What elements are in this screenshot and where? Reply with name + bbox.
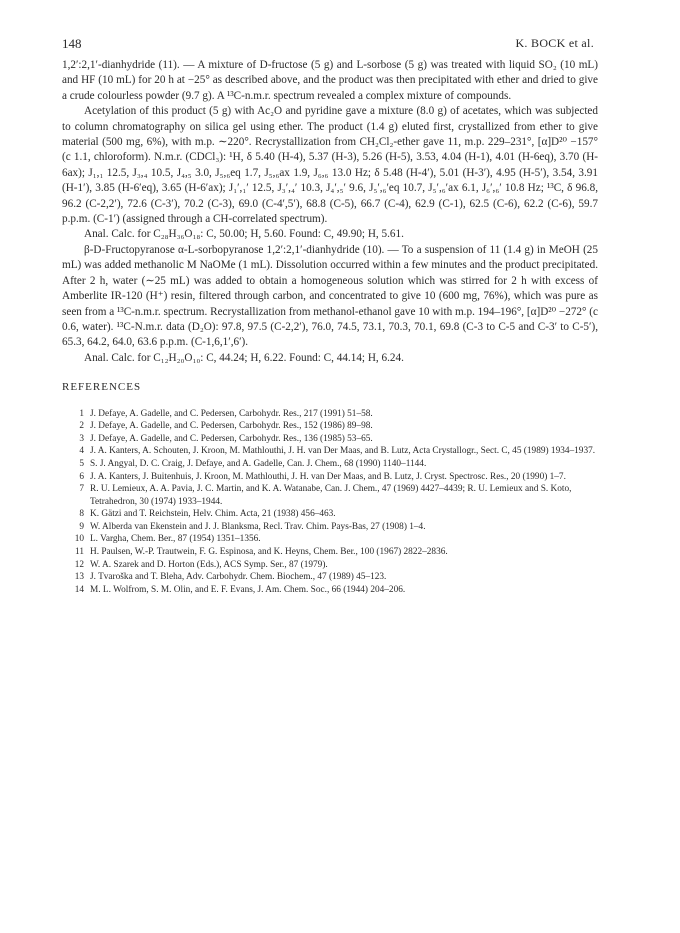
reference-text: J. Defaye, A. Gadelle, and C. Pedersen, Carbohydr. Res., 217 (1991) 51–58. bbox=[90, 408, 373, 419]
reference-item bbox=[62, 546, 598, 559]
reference-item bbox=[62, 483, 598, 508]
article-body bbox=[62, 58, 598, 596]
reference-number: 7 bbox=[79, 484, 84, 495]
reference-number: 5 bbox=[79, 458, 84, 469]
reference-text: J. A. Kanters, A. Schouten, J. Kroon, M. Mathlouthi, J. H. van Der Maas, and B. Lutz, Acta Crystallogr., Sect. C, 45 (1989) 1934–1937. bbox=[90, 446, 596, 457]
paragraph-compound-10-prep: β-D-Fructopyranose α-L-sorbopyranose 1,2′:2,1′-dianhydride (10). — To a suspension of 11 (1.4 g) in MeOH (25 mL) was added methanolic M NaOMe (1 mL). Dissolution occurred within a few minutes and the product precipitated. After 2 h, water (∼25 mL) was added to obtain a homogeneous solution which was stirred for 2 h with excess of Amberlite IR-120 (H⁺) resin, filtered through carbon, and concentrated to give 10 (600 mg, 76%), which was pure as seen from a ¹³C-n.m.r. spectrum. Recrystallization from methanol-ethanol gave 10 with m.p. 194–196°, [α]D²⁰ −272° (c 0.6, water). ¹³C-N.m.r. data (D₂O): 97.8, 97.5 (C-2,2′), 76.0, 74.5, 73.1, 70.3, 70.1, 69.8 (C-3 to C-5 and C-3′ to C-5′), 65.3, 64.2, 64.0, 63.6 p.p.m. (C-1,6,1′,6′). bbox=[62, 243, 598, 349]
reference-number: 9 bbox=[79, 521, 84, 532]
reference-item bbox=[62, 521, 598, 534]
reference-text: H. Paulsen, W.-P. Trautwein, F. G. Espinosa, and K. Heyns, Chem. Ber., 100 (1967) 2822–2836. bbox=[90, 547, 448, 558]
reference-item bbox=[62, 533, 598, 546]
reference-number: 1 bbox=[79, 408, 84, 419]
reference-number: 12 bbox=[74, 559, 84, 570]
running-header-authors: K. BOCK et al. bbox=[515, 36, 594, 50]
reference-item bbox=[62, 584, 598, 597]
reference-number: 11 bbox=[75, 547, 84, 558]
reference-item bbox=[62, 433, 598, 446]
reference-number: 10 bbox=[74, 534, 84, 545]
reference-number: 8 bbox=[79, 509, 84, 520]
reference-number: 3 bbox=[79, 433, 84, 444]
reference-text: W. A. Szarek and D. Horton (Eds.), ACS Symp. Ser., 87 (1979). bbox=[90, 559, 328, 570]
reference-item bbox=[62, 508, 598, 521]
paragraph-analysis-10: Anal. Calc. for C₁₂H₂₀O₁₀: C, 44.24; H, 6.22. Found: C, 44.14; H, 6.24. bbox=[84, 351, 404, 364]
page-number: 148 bbox=[62, 36, 82, 51]
references-heading: REFERENCES bbox=[62, 381, 142, 394]
reference-item bbox=[62, 445, 598, 458]
reference-text: J. Defaye, A. Gadelle, and C. Pedersen, Carbohydr. Res., 152 (1986) 89–98. bbox=[90, 421, 373, 432]
reference-item bbox=[62, 471, 598, 484]
paragraph-acetylation: Acetylation of this product (5 g) with Ac₂O and pyridine gave a mixture (8.0 g) of acetates, which was subjected to column chromatography on silica gel using ether. The product (1.4 g) eluted first, crystallized from ether to give material (500 mg, 6%), with m.p. ∼220°. Recrystallization from CH₂Cl₂-ether gave 11, m.p. 229–231°, [α]D²⁰ −157° (c 1.1, chloroform). N.m.r. (CDCl₃): ¹H, δ 5.40 (H-4), 5.37 (H-3), 5.26 (H-5), 3.53, 4.04 (H-1), 4.01 (H-6eq), 3.70 (H-6ax); J₁,₁ 12.5, J₃,₄ 10.5, J₄,₅ 3.0, J₅,₆eq 1.7, J₅,₆ax 1.9, J₆,₆ 13.0 Hz; δ 5.48 (H-4′), 5.01 (H-3′), 4.95 (H-5′), 3.54, 3.91 (H-1′), 3.85 (H-6′eq), 3.65 (H-6′ax); J₁′,₁′ 12.5, J₃′,₄′ 10.3, J₄′,₅′ 9.6, J₅′,₆′eq 10.7, J₅′,₆′ax 6.1, J₆′,₆′ 10.8 Hz; ¹³C, δ 96.8, 96.2 (C-2,2′), 72.6 (C-3′), 70.2 (C-3), 69.0 (C-4′,5′), 68.8 (C-5), 66.7 (C-4), 62.9 (C-1), 62.5 (C-6), 62.2 (C-6), 59.7 p.p.m. (C-1′) (assigned through a CH-correlated spectrum). bbox=[62, 105, 598, 226]
paragraph-compound-11-prep: 1,2′:2,1′-dianhydride (11). — A mixture of D-fructose (5 g) and L-sorbose (5 g) was treated with liquid SO₂ (10 mL) and HF (10 mL) for 20 h at −25° as described above, and the product was then precipitated with ether and dried to give a crude colourless powder (9.7 g). A ¹³C-n.m.r. spectrum revealed a complex mixture of compounds. bbox=[62, 59, 598, 102]
reference-item bbox=[62, 420, 598, 433]
reference-number: 4 bbox=[79, 446, 84, 457]
reference-number: 13 bbox=[74, 572, 84, 583]
reference-text: M. L. Wolfrom, S. M. Olin, and E. F. Evans, J. Am. Chem. Soc., 66 (1944) 204–206. bbox=[90, 584, 406, 595]
reference-text: J. A. Kanters, J. Buitenhuis, J. Kroon, M. Mathlouthi, J. H. van Der Maas, and B. Lutz, J. Cryst. Spectrosc. Res., 20 (1990) 1–7. bbox=[90, 471, 566, 482]
reference-number: 14 bbox=[74, 584, 84, 595]
reference-item bbox=[62, 458, 598, 471]
reference-item bbox=[62, 559, 598, 572]
reference-text: W. Alberda van Ekenstein and J. J. Blanksma, Recl. Trav. Chim. Pays-Bas, 27 (1908) 1–4. bbox=[90, 521, 426, 532]
reference-item bbox=[62, 408, 598, 421]
reference-text: L. Vargha, Chem. Ber., 87 (1954) 1351–1356. bbox=[90, 534, 261, 545]
reference-text: S. J. Angyal, D. C. Craig, J. Defaye, and A. Gadelle, Can. J. Chem., 68 (1990) 1140–1144. bbox=[90, 458, 427, 469]
references-list bbox=[62, 408, 598, 597]
reference-text: R. U. Lemieux, A. A. Pavia, J. C. Martin, and K. A. Watanabe, Can. J. Chem., 47 (1969) 4427–4439; R. U. Lemieux and S. Koto, Tetrahedron, 30 (1974) 1933–1944. bbox=[90, 484, 572, 507]
reference-number: 6 bbox=[79, 471, 84, 482]
reference-text: K. Gätzi and T. Reichstein, Helv. Chim. Acta, 21 (1938) 456–463. bbox=[90, 509, 336, 520]
reference-item bbox=[62, 571, 598, 584]
reference-text: J. Tvaroška and T. Bleha, Adv. Carbohydr. Chem. Biochem., 47 (1989) 45–123. bbox=[90, 572, 387, 583]
paragraph-analysis-11: Anal. Calc. for C₂₈H₃₆O₁₈: C, 50.00; H, 5.60. Found: C, 49.90; H, 5.61. bbox=[84, 228, 404, 241]
reference-text: J. Defaye, A. Gadelle, and C. Pedersen, Carbohydr. Res., 136 (1985) 53–65. bbox=[90, 433, 373, 444]
reference-number: 2 bbox=[79, 421, 84, 432]
